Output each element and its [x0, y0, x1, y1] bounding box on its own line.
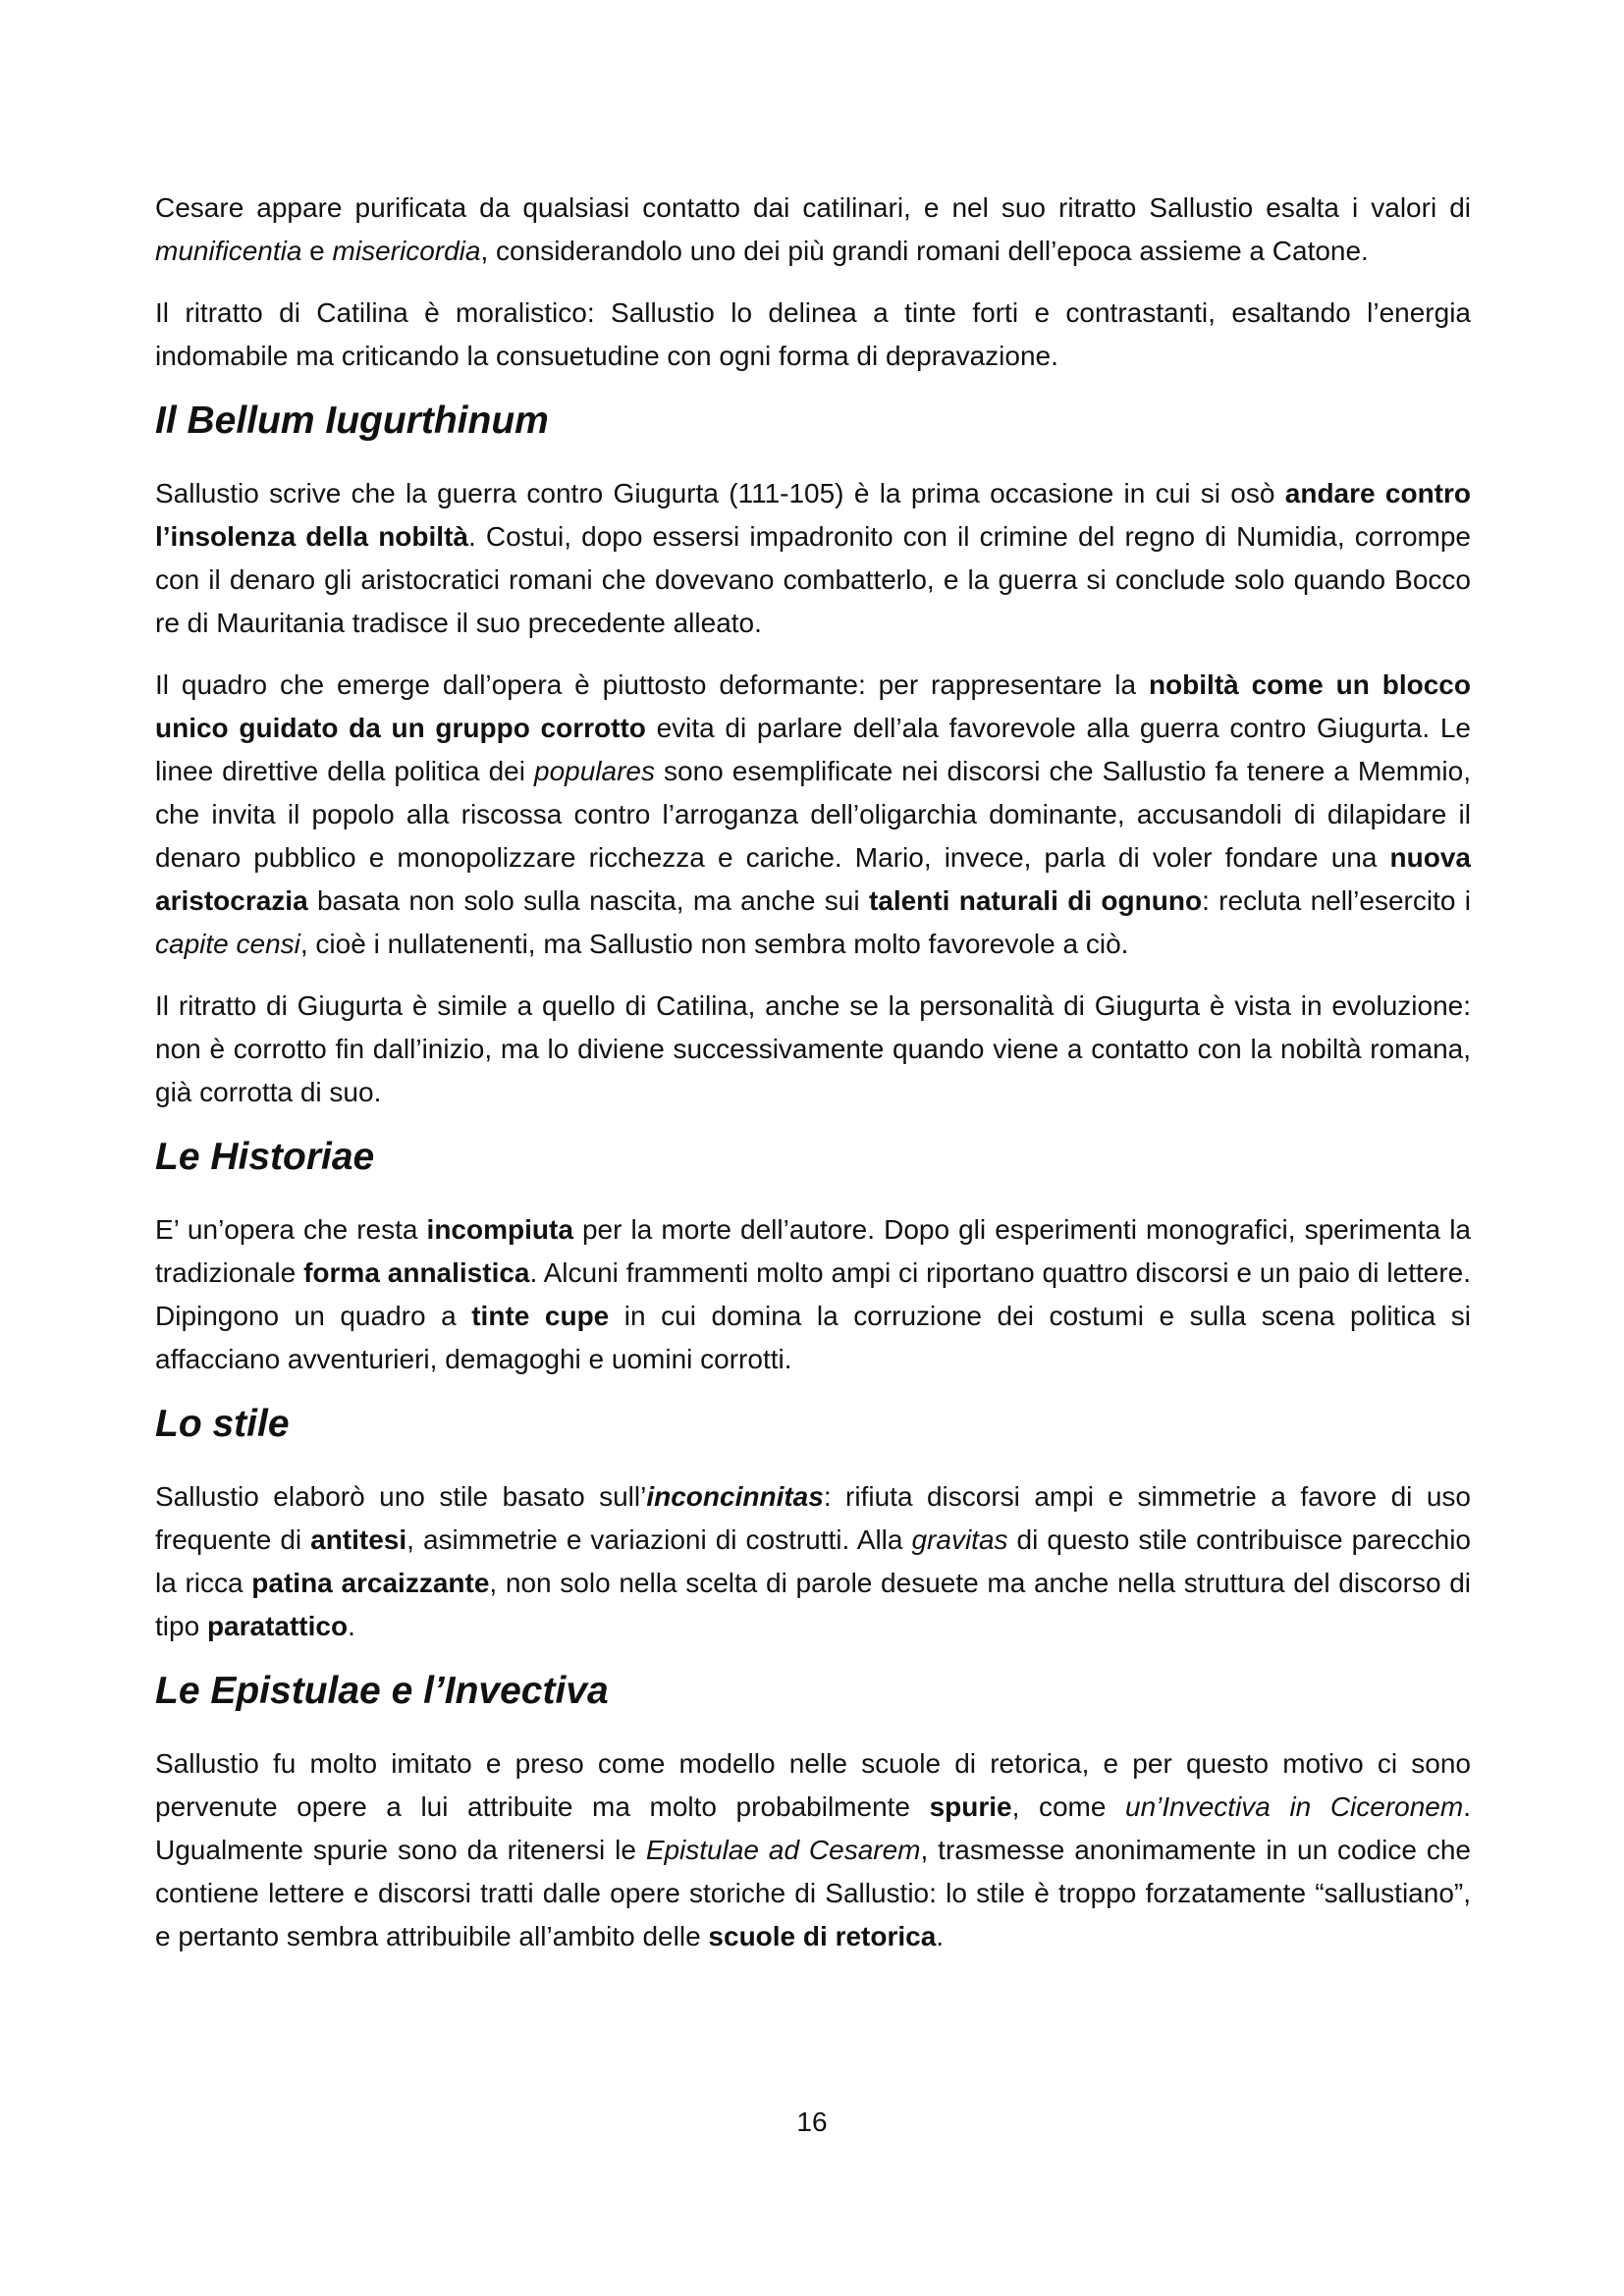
italic-text: capite censi — [155, 929, 300, 959]
text-run: Il ritratto di Giugurta è simile a quello di Catilina, anche se la personalità di Giugurta è vista in evoluzione: non è corrotto fin dall’inizio, ma lo diviene successivamente quando viene a contatto con la nobiltà romana, già corrotta di suo. — [155, 990, 1471, 1107]
text-run: , cioè i nullatenenti, ma Sallustio non sembra molto favorevole a ciò. — [299, 929, 1129, 959]
text-run: basata non solo sulla nascita, ma anche sui — [307, 885, 869, 916]
paragraph-stile — [155, 1475, 1471, 1648]
paragraph-historiae — [155, 1208, 1471, 1381]
bold-text: tinte cupe — [471, 1301, 610, 1331]
text-run: Sallustio fu molto imitato e preso come modello nelle scuole di retorica, e per questo motivo ci sono pervenute opere a lui attribuite ma molto probabilmente — [155, 1748, 1471, 1822]
italic-text: Epistulae ad Cesarem — [645, 1835, 921, 1865]
document-page — [155, 187, 1471, 1977]
paragraph-catilina — [155, 292, 1471, 378]
bold-text: nobiltà come un blocco unico guidato da un gruppo corrotto — [155, 669, 1471, 743]
paragraph-bellum-giugurta — [155, 985, 1471, 1114]
paragraph-bellum-intro — [155, 472, 1471, 645]
text-run: evita di parlare dell’ala favorevole alla guerra contro Giugurta. Le linee direttive della politica dei — [155, 713, 1471, 786]
text-run: per la morte dell’autore. Dopo gli esperimenti monografici, sperimenta la tradizionale — [155, 1214, 1471, 1288]
heading-epistulae-invectiva: Le Epistulae e l’Invectiva — [155, 1670, 609, 1712]
text-run: . Alcuni frammenti molto ampi ci riportano quattro discorsi e un paio di lettere. Dipingono un quadro a — [155, 1257, 1471, 1331]
text-run: Sallustio scrive che la guerra contro Giugurta (111-105) è la prima occasione in cui si osò — [155, 478, 1285, 508]
text-run: in cui domina la corruzione dei costumi e sulla scena politica si affacciano avventurieri, demagoghi e uomini corrotti. — [155, 1301, 1471, 1374]
italic-text: populares — [534, 756, 655, 786]
bold-text: antitesi — [310, 1524, 407, 1555]
bold-italic-text: inconcinnitas — [646, 1481, 824, 1512]
italic-text: munificentia — [155, 236, 302, 266]
text-run: . — [936, 1921, 945, 1951]
paragraph-cesare — [155, 187, 1471, 273]
text-run: , non solo nella scelta di parole desuete ma anche nella struttura del discorso di tipo — [155, 1568, 1472, 1641]
bold-text: forma annalistica — [303, 1257, 530, 1288]
text-run: . Costui, dopo essersi impadronito con il crimine del regno di Numidia, corrompe con il denaro gli aristocratici romani che dovevano combatterlo, e la guerra si conclude solo quando Bocco re di Mauritania tradisce il suo precedente alleato. — [155, 521, 1471, 638]
text-run: Sallustio elaborò uno stile basato sull’ — [155, 1481, 647, 1512]
text-run: , asimmetrie e variazioni di costrutti. Alla — [406, 1524, 912, 1555]
italic-text: misericordia — [332, 236, 481, 266]
bold-text: talenti naturali di ognuno — [868, 885, 1203, 916]
paragraph-bellum-quadro — [155, 664, 1471, 966]
bold-text: nuova aristocrazia — [155, 842, 1471, 916]
heading-bellum-iugurthinum: Il Bellum Iugurthinum — [155, 400, 549, 442]
text-run: Cesare appare purificata da qualsiasi contatto dai catilinari, e nel suo ritratto Sallustio esalta i valori di — [155, 192, 1471, 223]
text-run: E’ un’opera che resta — [155, 1214, 427, 1245]
text-run: : recluta nell’esercito i — [1202, 885, 1471, 916]
heading-stile: Lo stile — [155, 1403, 290, 1445]
text-run: : rifiuta discorsi ampi e simmetrie a favore di uso frequente di — [155, 1481, 1472, 1555]
text-run: , trasmesse anonimamente in un codice che contiene lettere e discorsi tratti dalle opere storiche di Sallustio: lo stile è troppo forzatamente “sallustiano”, e pertanto sembra attribuibile all’ambito delle — [155, 1835, 1472, 1951]
bold-text: andare contro l’insolenza della nobiltà — [155, 478, 1472, 552]
bold-text: scuole di retorica — [708, 1921, 937, 1951]
bold-text: paratattico — [206, 1611, 349, 1641]
text-run: Il quadro che emerge dall’opera è piuttosto deformante: per rappresentare la — [155, 669, 1149, 700]
italic-text: gravitas — [911, 1524, 1008, 1555]
bold-text: spurie — [929, 1791, 1012, 1822]
bold-text: incompiuta — [426, 1214, 573, 1245]
bold-text: patina arcaizzante — [251, 1568, 490, 1598]
text-run: . — [348, 1611, 355, 1641]
page-number: 16 — [796, 2107, 828, 2137]
text-run: , come — [1011, 1791, 1126, 1822]
text-run: sono esemplificate nei discorsi che Sallustio fa tenere a Memmio, che invita il popolo alla riscossa contro l’arroganza dell’oligarchia dominante, accusandoli di dilapidare il denaro pubblico e monopolizzare ricchezza e cariche. Mario, invece, parla di voler fondare una — [155, 756, 1472, 873]
italic-text: un’Invectiva in Ciceronem — [1125, 1791, 1464, 1822]
text-run: di questo stile contribuisce parecchio la ricca — [155, 1524, 1471, 1598]
paragraph-epistulae — [155, 1742, 1471, 1958]
text-run: . Ugualmente spurie sono da ritenersi le — [155, 1791, 1471, 1865]
text-run: , considerandolo uno dei più grandi romani dell’epoca assieme a Catone. — [480, 236, 1369, 266]
heading-historiae: Le Historiae — [155, 1136, 375, 1178]
text-run: Il ritratto di Catilina è moralistico: Sallustio lo delinea a tinte forti e contrastanti, esaltando l’energia indomabile ma criticando la consuetudine con ogni forma di depravazione. — [155, 297, 1471, 371]
text-run: e — [301, 236, 333, 266]
